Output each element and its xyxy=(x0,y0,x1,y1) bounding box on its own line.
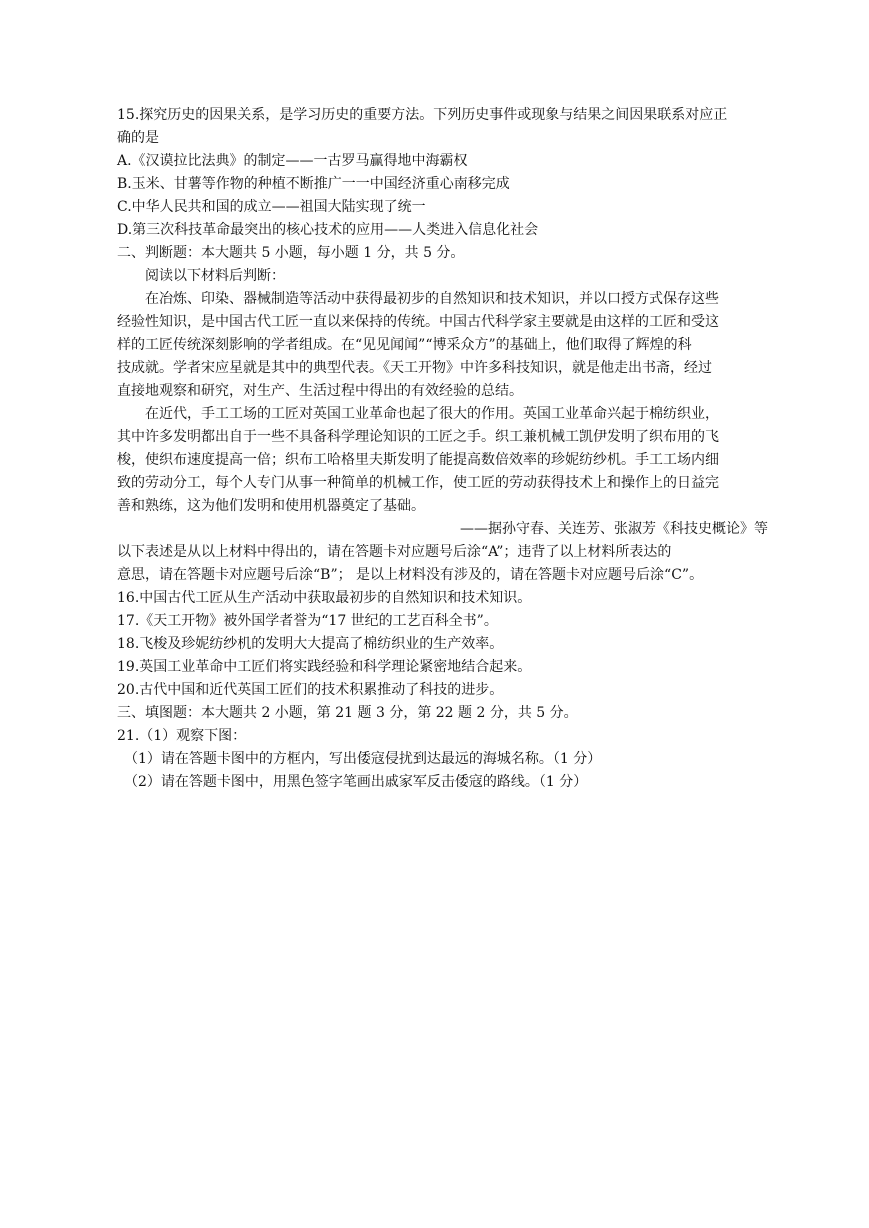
section2-intro: 阅读以下材料后判断： xyxy=(145,268,285,284)
q15-option-c: C.中华人民共和国的成立——祖国大陆实现了统一 xyxy=(117,199,426,215)
section2-heading: 二、判断题：本大题共 5 小题，每小题 1 分，共 5 分。 xyxy=(117,245,465,261)
material-para1-line: 在冶炼、印染、器械制造等活动中获得最初步的自然知识和技术知识，并以口授方式保存这些 xyxy=(145,291,719,307)
material-para1-line: 技成就。学者宋应星就是其中的典型代表。《天工开物》中许多科技知识，就是他走出书斋，经过 xyxy=(117,360,712,376)
instruction-line1: 以下表述是从以上材料中得出的，请在答题卡对应题号后涂“A”；违背了以上材料所表达的 xyxy=(117,544,672,560)
material-para2-line: 梭，使织布速度提高一倍；织布工哈格里夫斯发明了能提高数倍效率的珍妮纺纱机。手工工场内细 xyxy=(117,452,719,468)
material-para2-line: 致的劳动分工，每个人专门从事一种简单的机械工作，使工匠的劳动获得技术上和操作上的日益完 xyxy=(117,475,719,491)
instruction-line2: 意思，请在答题卡对应题号后涂“B”； 是以上材料没有涉及的，请在答题卡对应题号后涂“C”。 xyxy=(117,567,704,583)
q15-option-b: B.玉米、甘薯等作物的种植不断推广一一中国经济重心南移完成 xyxy=(117,176,510,192)
q21-intro: 21.（1）观察下图： xyxy=(117,728,247,744)
q15-stem-line2: 确的是 xyxy=(117,130,159,146)
statement-19: 19.英国工业革命中工匠们将实践经验和科学理论紧密地结合起来。 xyxy=(117,659,532,675)
material-para2-line: 在近代，手工工场的工匠对英国工业革命也起了很大的作用。英国工业革命兴起于棉纺织业， xyxy=(145,406,719,422)
material-source: ——据孙守春、关连芳、张淑芳《科技史概论》等 xyxy=(460,521,768,537)
section3-heading: 三、填图题：本大题共 2 小题，第 21 题 3 分，第 22 题 2 分，共 5 分。 xyxy=(117,705,578,721)
material-para2-line: 善和熟练，这为他们发明和使用机器奠定了基础。 xyxy=(117,498,425,514)
q15-option-a: A.《汉谟拉比法典》的制定——一古罗马赢得地中海霸权 xyxy=(117,153,468,169)
statement-20: 20.古代中国和近代英国工匠们的技术积累推动了科技的进步。 xyxy=(117,682,504,698)
material-para1-line: 直接地观察和研究，对生产、生活过程中得出的有效经验的总结。 xyxy=(117,383,523,399)
material-para2-line: 其中许多发明都出自于一些不具备科学理论知识的工匠之手。织工兼机械工凯伊发明了织布用的飞 xyxy=(117,429,719,445)
material-para1-line: 样的工匠传统深刻影响的学者组成。在“见见闻闻”“博采众方”的基础上，他们取得了辉煌的科 xyxy=(117,337,692,353)
statement-18: 18.飞梭及珍妮纺纱机的发明大大提高了棉纺织业的生产效率。 xyxy=(117,636,504,652)
q15-option-d: D.第三次科技革命最突出的核心技术的应用——人类进入信息化社会 xyxy=(117,222,539,238)
statement-17: 17.《天工开物》被外国学者誉为“17 世纪的工艺百科全书”。 xyxy=(117,613,498,629)
q21-item-1: （1）请在答题卡图中的方框内，写出倭寇侵扰到达最远的海城名称。（1 分） xyxy=(124,751,602,767)
q15-stem-line1: 15.探究历史的因果关系，是学习历史的重要方法。下列历史事件或现象与结果之间因果联系对应正 xyxy=(117,107,728,123)
material-para1-line: 经验性知识，是中国古代工匠一直以来保持的传统。中国古代科学家主要就是由这样的工匠和受这 xyxy=(117,314,719,330)
statement-16: 16.中国古代工匠从生产活动中获取最初步的自然知识和技术知识。 xyxy=(117,590,532,606)
q21-item-2: （2）请在答题卡图中，用黑色签字笔画出戚家军反击倭寇的路线。（1 分） xyxy=(124,774,588,790)
